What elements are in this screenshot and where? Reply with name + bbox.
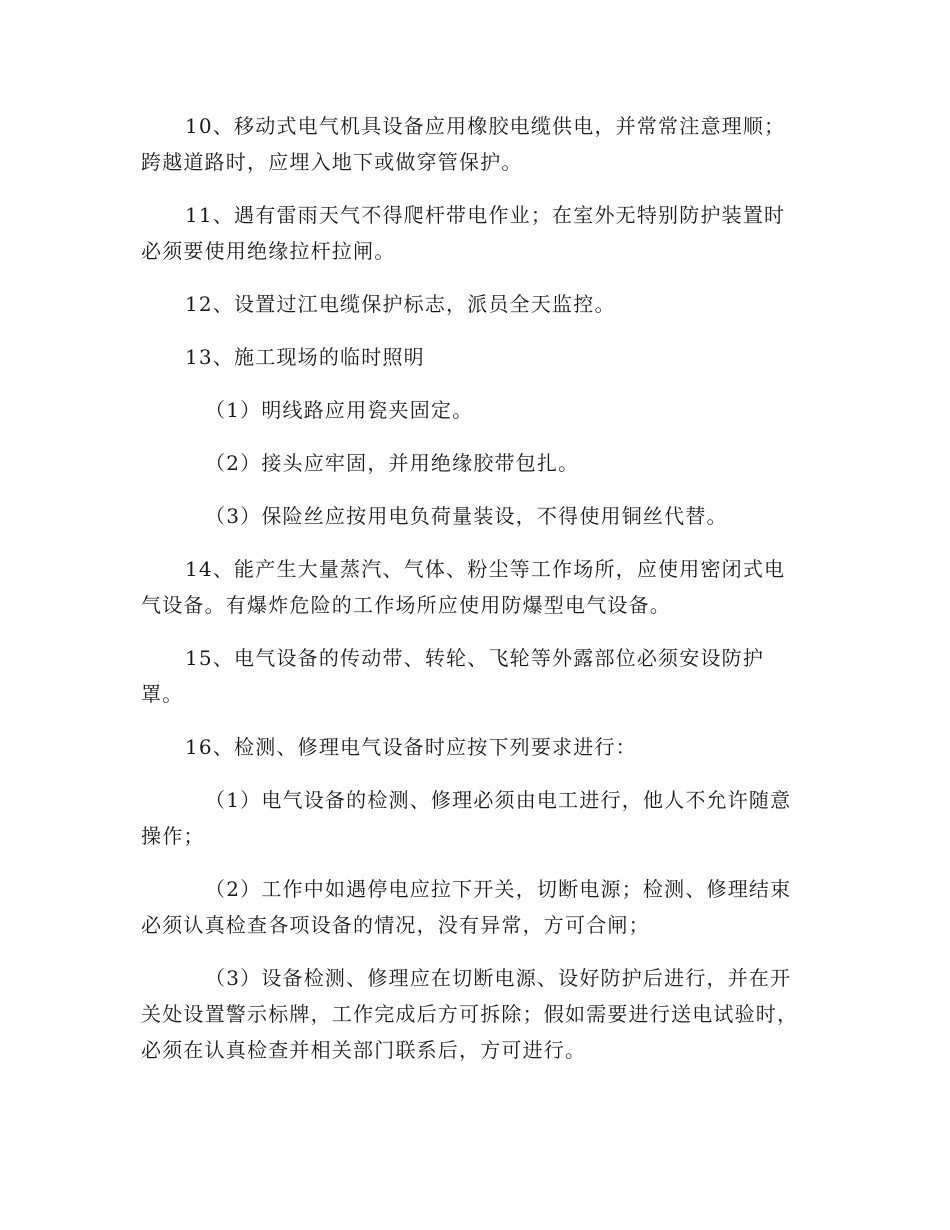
paragraph-sub-16-3: （3）设备检测、修理应在切断电源、设好防护后进行，并在开关处设置警示标牌，工作完成后方可拆除；假如需要进行送电试验时，必须在认真检查并相关部门联系后，方可进行。 xyxy=(141,966,799,1062)
paragraph-item-10: 10、移动式电气机具设备应用橡胶电缆供电，并常常注意理顺；跨越道路时，应埋入地下或做穿管保护。 xyxy=(141,114,786,174)
paragraph-sub-13-3: （3）保险丝应按用电负荷量装设，不得使用铜丝代替。 xyxy=(205,504,728,528)
paragraph-item-15: 15、电气设备的传动带、转轮、飞轮等外露部位必须安设防护罩。 xyxy=(141,646,765,706)
paragraph-item-11: 11、遇有雷雨天气不得爬杆带电作业；在室外无特别防护装置时必须要使用绝缘拉杆拉闸。 xyxy=(141,203,786,263)
paragraph-item-13: 13、施工现场的临时照明 xyxy=(185,345,425,369)
paragraph-item-14: 14、能产生大量蒸汽、气体、粉尘等工作场所，应使用密闭式电气设备。有爆炸危险的工作场所应使用防爆型电气设备。 xyxy=(141,557,786,617)
paragraph-sub-13-1: （1）明线路应用瓷夹固定。 xyxy=(205,398,474,422)
paragraph-item-16: 16、检测、修理电气设备时应按下列要求进行： xyxy=(185,735,637,759)
document-body xyxy=(141,108,801,1085)
paragraph-sub-16-2: （2）工作中如遇停电应拉下开关，切断电源；检测、修理结束必须认真检查各项设备的情况，没有异常，方可合闸； xyxy=(141,877,792,937)
paragraph-sub-16-1: （1）电气设备的检测、修理必须由电工进行，他人不允许随意操作； xyxy=(141,788,792,848)
paragraph-sub-13-2: （2）接头应牢固，并用绝缘胶带包扎。 xyxy=(205,451,580,475)
paragraph-item-12: 12、设置过江电缆保护标志，派员全天监控。 xyxy=(185,292,616,316)
